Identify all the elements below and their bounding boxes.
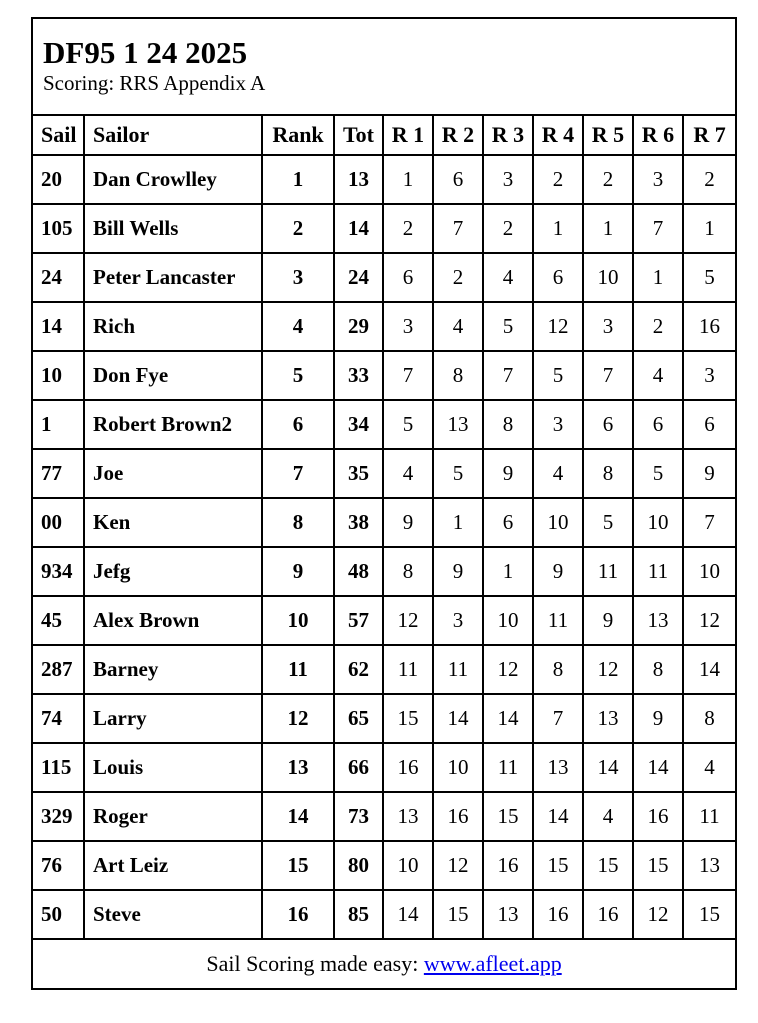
race-1-score: 2 [383, 204, 433, 253]
sailor-name: Jefg [84, 547, 262, 596]
race-1-score: 16 [383, 743, 433, 792]
table-row [32, 547, 736, 596]
race-1-score: 15 [383, 694, 433, 743]
race-5-score: 5 [583, 498, 633, 547]
race-2-score: 13 [433, 400, 483, 449]
footer-text: Sail Scoring made easy: [206, 951, 424, 976]
scoring-subtitle: Scoring: RRS Appendix A [43, 70, 266, 95]
page-title: DF95 1 24 2025 [43, 35, 248, 71]
race-3-score: 15 [483, 792, 533, 841]
total-points: 57 [334, 596, 383, 645]
race-6-score: 4 [633, 351, 683, 400]
race-3-score: 16 [483, 841, 533, 890]
race-6-score: 12 [633, 890, 683, 939]
race-7-score: 5 [683, 253, 736, 302]
column-header-r4: R 4 [533, 115, 583, 155]
race-3-score: 2 [483, 204, 533, 253]
results-table-body [32, 155, 736, 939]
race-2-score: 2 [433, 253, 483, 302]
race-2-score: 1 [433, 498, 483, 547]
sail-number: 50 [32, 890, 84, 939]
race-1-score: 4 [383, 449, 433, 498]
table-row [32, 645, 736, 694]
total-points: 29 [334, 302, 383, 351]
race-2-score: 6 [433, 155, 483, 204]
race-4-score: 6 [533, 253, 583, 302]
race-7-score: 11 [683, 792, 736, 841]
race-7-score: 16 [683, 302, 736, 351]
rank-value: 15 [262, 841, 334, 890]
race-6-score: 2 [633, 302, 683, 351]
sailor-name: Alex Brown [84, 596, 262, 645]
race-3-score: 13 [483, 890, 533, 939]
rank-value: 1 [262, 155, 334, 204]
race-4-score: 7 [533, 694, 583, 743]
race-2-score: 9 [433, 547, 483, 596]
column-header-tot: Tot [334, 115, 383, 155]
column-header-r2: R 2 [433, 115, 483, 155]
race-5-score: 9 [583, 596, 633, 645]
race-5-score: 4 [583, 792, 633, 841]
table-row [32, 890, 736, 939]
race-6-score: 10 [633, 498, 683, 547]
race-1-score: 3 [383, 302, 433, 351]
race-7-score: 15 [683, 890, 736, 939]
race-5-score: 2 [583, 155, 633, 204]
race-4-score: 1 [533, 204, 583, 253]
sailor-name: Rich [84, 302, 262, 351]
sailor-name: Roger [84, 792, 262, 841]
total-points: 34 [334, 400, 383, 449]
sailor-name: Don Fye [84, 351, 262, 400]
table-row [32, 596, 736, 645]
race-3-score: 11 [483, 743, 533, 792]
race-2-score: 5 [433, 449, 483, 498]
sailor-name: Louis [84, 743, 262, 792]
race-7-score: 6 [683, 400, 736, 449]
total-points: 85 [334, 890, 383, 939]
race-5-score: 16 [583, 890, 633, 939]
race-6-score: 14 [633, 743, 683, 792]
total-points: 24 [334, 253, 383, 302]
race-6-score: 5 [633, 449, 683, 498]
sailor-name: Barney [84, 645, 262, 694]
sail-number: 105 [32, 204, 84, 253]
race-5-score: 12 [583, 645, 633, 694]
race-7-score: 10 [683, 547, 736, 596]
race-7-score: 13 [683, 841, 736, 890]
title-row [32, 18, 736, 115]
race-2-score: 3 [433, 596, 483, 645]
race-6-score: 6 [633, 400, 683, 449]
race-1-score: 14 [383, 890, 433, 939]
race-6-score: 11 [633, 547, 683, 596]
sail-number: 14 [32, 302, 84, 351]
race-4-score: 5 [533, 351, 583, 400]
race-5-score: 11 [583, 547, 633, 596]
table-row [32, 204, 736, 253]
race-3-score: 12 [483, 645, 533, 694]
column-header-r1: R 1 [383, 115, 433, 155]
table-row [32, 155, 736, 204]
table-row [32, 449, 736, 498]
race-3-score: 10 [483, 596, 533, 645]
total-points: 48 [334, 547, 383, 596]
rank-value: 7 [262, 449, 334, 498]
race-5-score: 10 [583, 253, 633, 302]
table-row [32, 792, 736, 841]
race-4-score: 2 [533, 155, 583, 204]
table-row [32, 694, 736, 743]
sail-number: 24 [32, 253, 84, 302]
race-1-score: 13 [383, 792, 433, 841]
race-2-score: 12 [433, 841, 483, 890]
column-header-r6: R 6 [633, 115, 683, 155]
total-points: 14 [334, 204, 383, 253]
table-row [32, 400, 736, 449]
table-row [32, 841, 736, 890]
race-4-score: 10 [533, 498, 583, 547]
footer-cell [32, 939, 736, 989]
total-points: 73 [334, 792, 383, 841]
race-7-score: 9 [683, 449, 736, 498]
sail-number: 934 [32, 547, 84, 596]
race-5-score: 3 [583, 302, 633, 351]
race-3-score: 14 [483, 694, 533, 743]
rank-value: 14 [262, 792, 334, 841]
sailor-name: Art Leiz [84, 841, 262, 890]
sail-number: 45 [32, 596, 84, 645]
race-5-score: 13 [583, 694, 633, 743]
total-points: 80 [334, 841, 383, 890]
total-points: 62 [334, 645, 383, 694]
race-1-score: 11 [383, 645, 433, 694]
table-row [32, 743, 736, 792]
sail-number: 74 [32, 694, 84, 743]
rank-value: 10 [262, 596, 334, 645]
race-1-score: 5 [383, 400, 433, 449]
column-header-rank: Rank [262, 115, 334, 155]
total-points: 66 [334, 743, 383, 792]
race-4-score: 8 [533, 645, 583, 694]
rank-value: 4 [262, 302, 334, 351]
race-5-score: 6 [583, 400, 633, 449]
sail-number: 115 [32, 743, 84, 792]
race-1-score: 10 [383, 841, 433, 890]
race-6-score: 1 [633, 253, 683, 302]
sail-number: 77 [32, 449, 84, 498]
total-points: 33 [334, 351, 383, 400]
race-4-score: 16 [533, 890, 583, 939]
race-1-score: 8 [383, 547, 433, 596]
sail-number: 1 [32, 400, 84, 449]
race-6-score: 7 [633, 204, 683, 253]
rank-value: 8 [262, 498, 334, 547]
race-7-score: 12 [683, 596, 736, 645]
sailor-name: Steve [84, 890, 262, 939]
race-7-score: 2 [683, 155, 736, 204]
race-4-score: 14 [533, 792, 583, 841]
total-points: 38 [334, 498, 383, 547]
column-header-sail: Sail [32, 115, 84, 155]
race-4-score: 15 [533, 841, 583, 890]
race-1-score: 6 [383, 253, 433, 302]
title-block [32, 18, 736, 115]
rank-value: 11 [262, 645, 334, 694]
sailor-name: Joe [84, 449, 262, 498]
rank-value: 9 [262, 547, 334, 596]
race-4-score: 3 [533, 400, 583, 449]
race-1-score: 7 [383, 351, 433, 400]
sail-number: 76 [32, 841, 84, 890]
race-3-score: 4 [483, 253, 533, 302]
race-5-score: 8 [583, 449, 633, 498]
race-3-score: 1 [483, 547, 533, 596]
race-6-score: 8 [633, 645, 683, 694]
race-7-score: 3 [683, 351, 736, 400]
footer-row [32, 939, 736, 989]
column-header-r7: R 7 [683, 115, 736, 155]
table-row [32, 253, 736, 302]
race-3-score: 5 [483, 302, 533, 351]
afleet-link[interactable]: www.afleet.app [423, 951, 562, 976]
race-3-score: 7 [483, 351, 533, 400]
race-4-score: 9 [533, 547, 583, 596]
column-header-sailor: Sailor [84, 115, 262, 155]
race-3-score: 9 [483, 449, 533, 498]
race-3-score: 3 [483, 155, 533, 204]
column-header-r5: R 5 [583, 115, 633, 155]
sail-number: 329 [32, 792, 84, 841]
race-results-table [31, 17, 737, 990]
race-5-score: 7 [583, 351, 633, 400]
table-row [32, 351, 736, 400]
race-6-score: 9 [633, 694, 683, 743]
rank-value: 6 [262, 400, 334, 449]
race-7-score: 4 [683, 743, 736, 792]
race-5-score: 1 [583, 204, 633, 253]
sailor-name: Ken [84, 498, 262, 547]
race-2-score: 16 [433, 792, 483, 841]
race-5-score: 14 [583, 743, 633, 792]
race-6-score: 15 [633, 841, 683, 890]
total-points: 35 [334, 449, 383, 498]
race-7-score: 14 [683, 645, 736, 694]
race-1-score: 9 [383, 498, 433, 547]
sail-number: 00 [32, 498, 84, 547]
race-6-score: 16 [633, 792, 683, 841]
column-header-r3: R 3 [483, 115, 533, 155]
total-points: 65 [334, 694, 383, 743]
race-6-score: 3 [633, 155, 683, 204]
race-2-score: 10 [433, 743, 483, 792]
table-row [32, 498, 736, 547]
race-2-score: 7 [433, 204, 483, 253]
sailor-name: Dan Crowlley [84, 155, 262, 204]
race-4-score: 13 [533, 743, 583, 792]
rank-value: 12 [262, 694, 334, 743]
header-row [32, 115, 736, 155]
rank-value: 13 [262, 743, 334, 792]
race-2-score: 15 [433, 890, 483, 939]
total-points: 13 [334, 155, 383, 204]
race-3-score: 6 [483, 498, 533, 547]
sail-number: 287 [32, 645, 84, 694]
sailor-name: Robert Brown2 [84, 400, 262, 449]
rank-value: 16 [262, 890, 334, 939]
race-6-score: 13 [633, 596, 683, 645]
race-7-score: 7 [683, 498, 736, 547]
rank-value: 3 [262, 253, 334, 302]
sail-number: 20 [32, 155, 84, 204]
rank-value: 2 [262, 204, 334, 253]
sailor-name: Bill Wells [84, 204, 262, 253]
sailor-name: Larry [84, 694, 262, 743]
race-7-score: 8 [683, 694, 736, 743]
sailor-name: Peter Lancaster [84, 253, 262, 302]
race-3-score: 8 [483, 400, 533, 449]
race-4-score: 4 [533, 449, 583, 498]
race-2-score: 4 [433, 302, 483, 351]
race-1-score: 12 [383, 596, 433, 645]
race-2-score: 14 [433, 694, 483, 743]
race-4-score: 11 [533, 596, 583, 645]
race-4-score: 12 [533, 302, 583, 351]
race-1-score: 1 [383, 155, 433, 204]
race-2-score: 11 [433, 645, 483, 694]
race-2-score: 8 [433, 351, 483, 400]
rank-value: 5 [262, 351, 334, 400]
table-row [32, 302, 736, 351]
race-5-score: 15 [583, 841, 633, 890]
sail-number: 10 [32, 351, 84, 400]
race-7-score: 1 [683, 204, 736, 253]
